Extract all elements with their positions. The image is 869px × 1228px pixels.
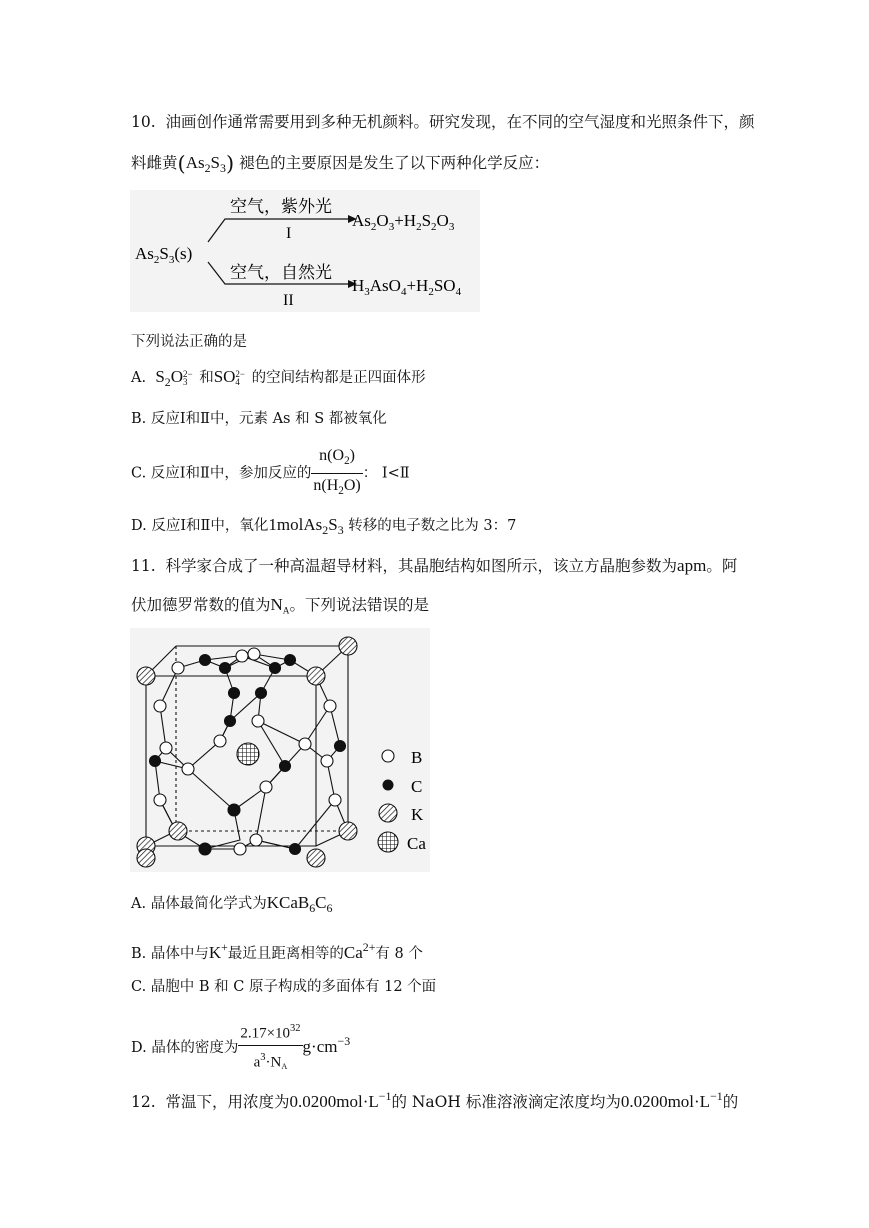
q10-option-a: A. $S_2O$ 2− 3 和SO 2− 4 的空间结构都是正四面体形 <box>131 367 426 390</box>
q10-prompt: 下列说法正确的是 <box>131 334 247 350</box>
q10-option-c: C. 反应Ⅰ和Ⅱ中，参加反应的 $\frac{n(O_2)}{n(H_2O)}$ ： Ⅰ<Ⅱ <box>131 447 410 497</box>
reactant-as2s3s: $As_2S_3(s)$ <box>135 244 193 266</box>
q11-line1: 11. 科学家合成了一种高温超导材料，其晶胞结构如图所示，该立方晶胞参数为apm。阿 <box>131 556 738 575</box>
legend-c-icon <box>383 780 394 791</box>
q11-option-d: D. 晶体的密度为 $\frac{2.17\times 10^{32}}{a^3\cdot N_A}$ $g\cdot cm^{-3}$ <box>131 1018 350 1078</box>
legend-ca-icon <box>378 832 398 852</box>
product-upper: $As_2O_3+H_2S_2O_3$ <box>352 211 455 233</box>
q10-option-b: B. 反应Ⅰ和Ⅱ中，元素 As 和 S 都被氧化 <box>131 411 387 427</box>
q12-line1: 12. 常温下，用浓度为$0.0200mol\cdot L^{-1}$的 NaOH 标准溶液滴定浓度均为$0.0200mol\cdot L^{-1}$的 <box>131 1089 739 1112</box>
formula-as2s3: $As_2S_3$ <box>185 153 226 176</box>
lower-condition: 空气，自然光 <box>230 263 332 283</box>
reaction-scheme <box>130 190 490 312</box>
legend-k-icon <box>379 804 397 822</box>
q10-number: 10. <box>131 113 156 131</box>
q11-option-c: C. 晶胞中 B 和 C 原子构成的多面体有 12 个面 <box>131 979 437 995</box>
q10-line2: 料雌黄$(As_2S_3)$ 褪色的主要原因是发生了以下两种化学反应： <box>131 151 550 176</box>
legend-b-icon <box>382 750 394 762</box>
q11-option-b: B. 晶体中与K+最近且距离相等的$Ca^{2+}$有 8 个 <box>131 940 423 963</box>
q10-line1 <box>131 111 755 133</box>
legend-b: B <box>411 748 423 767</box>
q10-option-d: D. 反应Ⅰ和Ⅱ中，氧化$1molAs_2S_3$ 转移的电子数之比为 3：7 <box>131 515 517 538</box>
q10-intro-line1: 油画创作通常需要用到多种无机颜料。研究发现，在不同的空气湿度和光照条件下，颜 <box>165 113 755 131</box>
q11-option-a: A. 晶体最简化学式为$KCaB_6C_6$ <box>131 893 333 916</box>
legend-k: K <box>411 805 424 824</box>
crystal-cell-figure <box>130 628 435 872</box>
upper-label: I <box>286 225 292 242</box>
legend-c: C <box>411 777 423 796</box>
upper-condition: 空气，紫外光 <box>230 197 332 217</box>
product-lower: $H_3AsO_4+H_2SO_4$ <box>352 276 462 298</box>
q11-line2: 伏加德罗常数的值为$N_A$。下列说法错误的是 <box>131 595 430 617</box>
q10-intro-prefix: 料雌黄 <box>131 154 178 172</box>
lower-label: II <box>283 292 294 309</box>
legend-ca: Ca <box>407 834 426 853</box>
q10-intro-suffix: 褪色的主要原因是发生了以下两种化学反应： <box>239 154 550 172</box>
